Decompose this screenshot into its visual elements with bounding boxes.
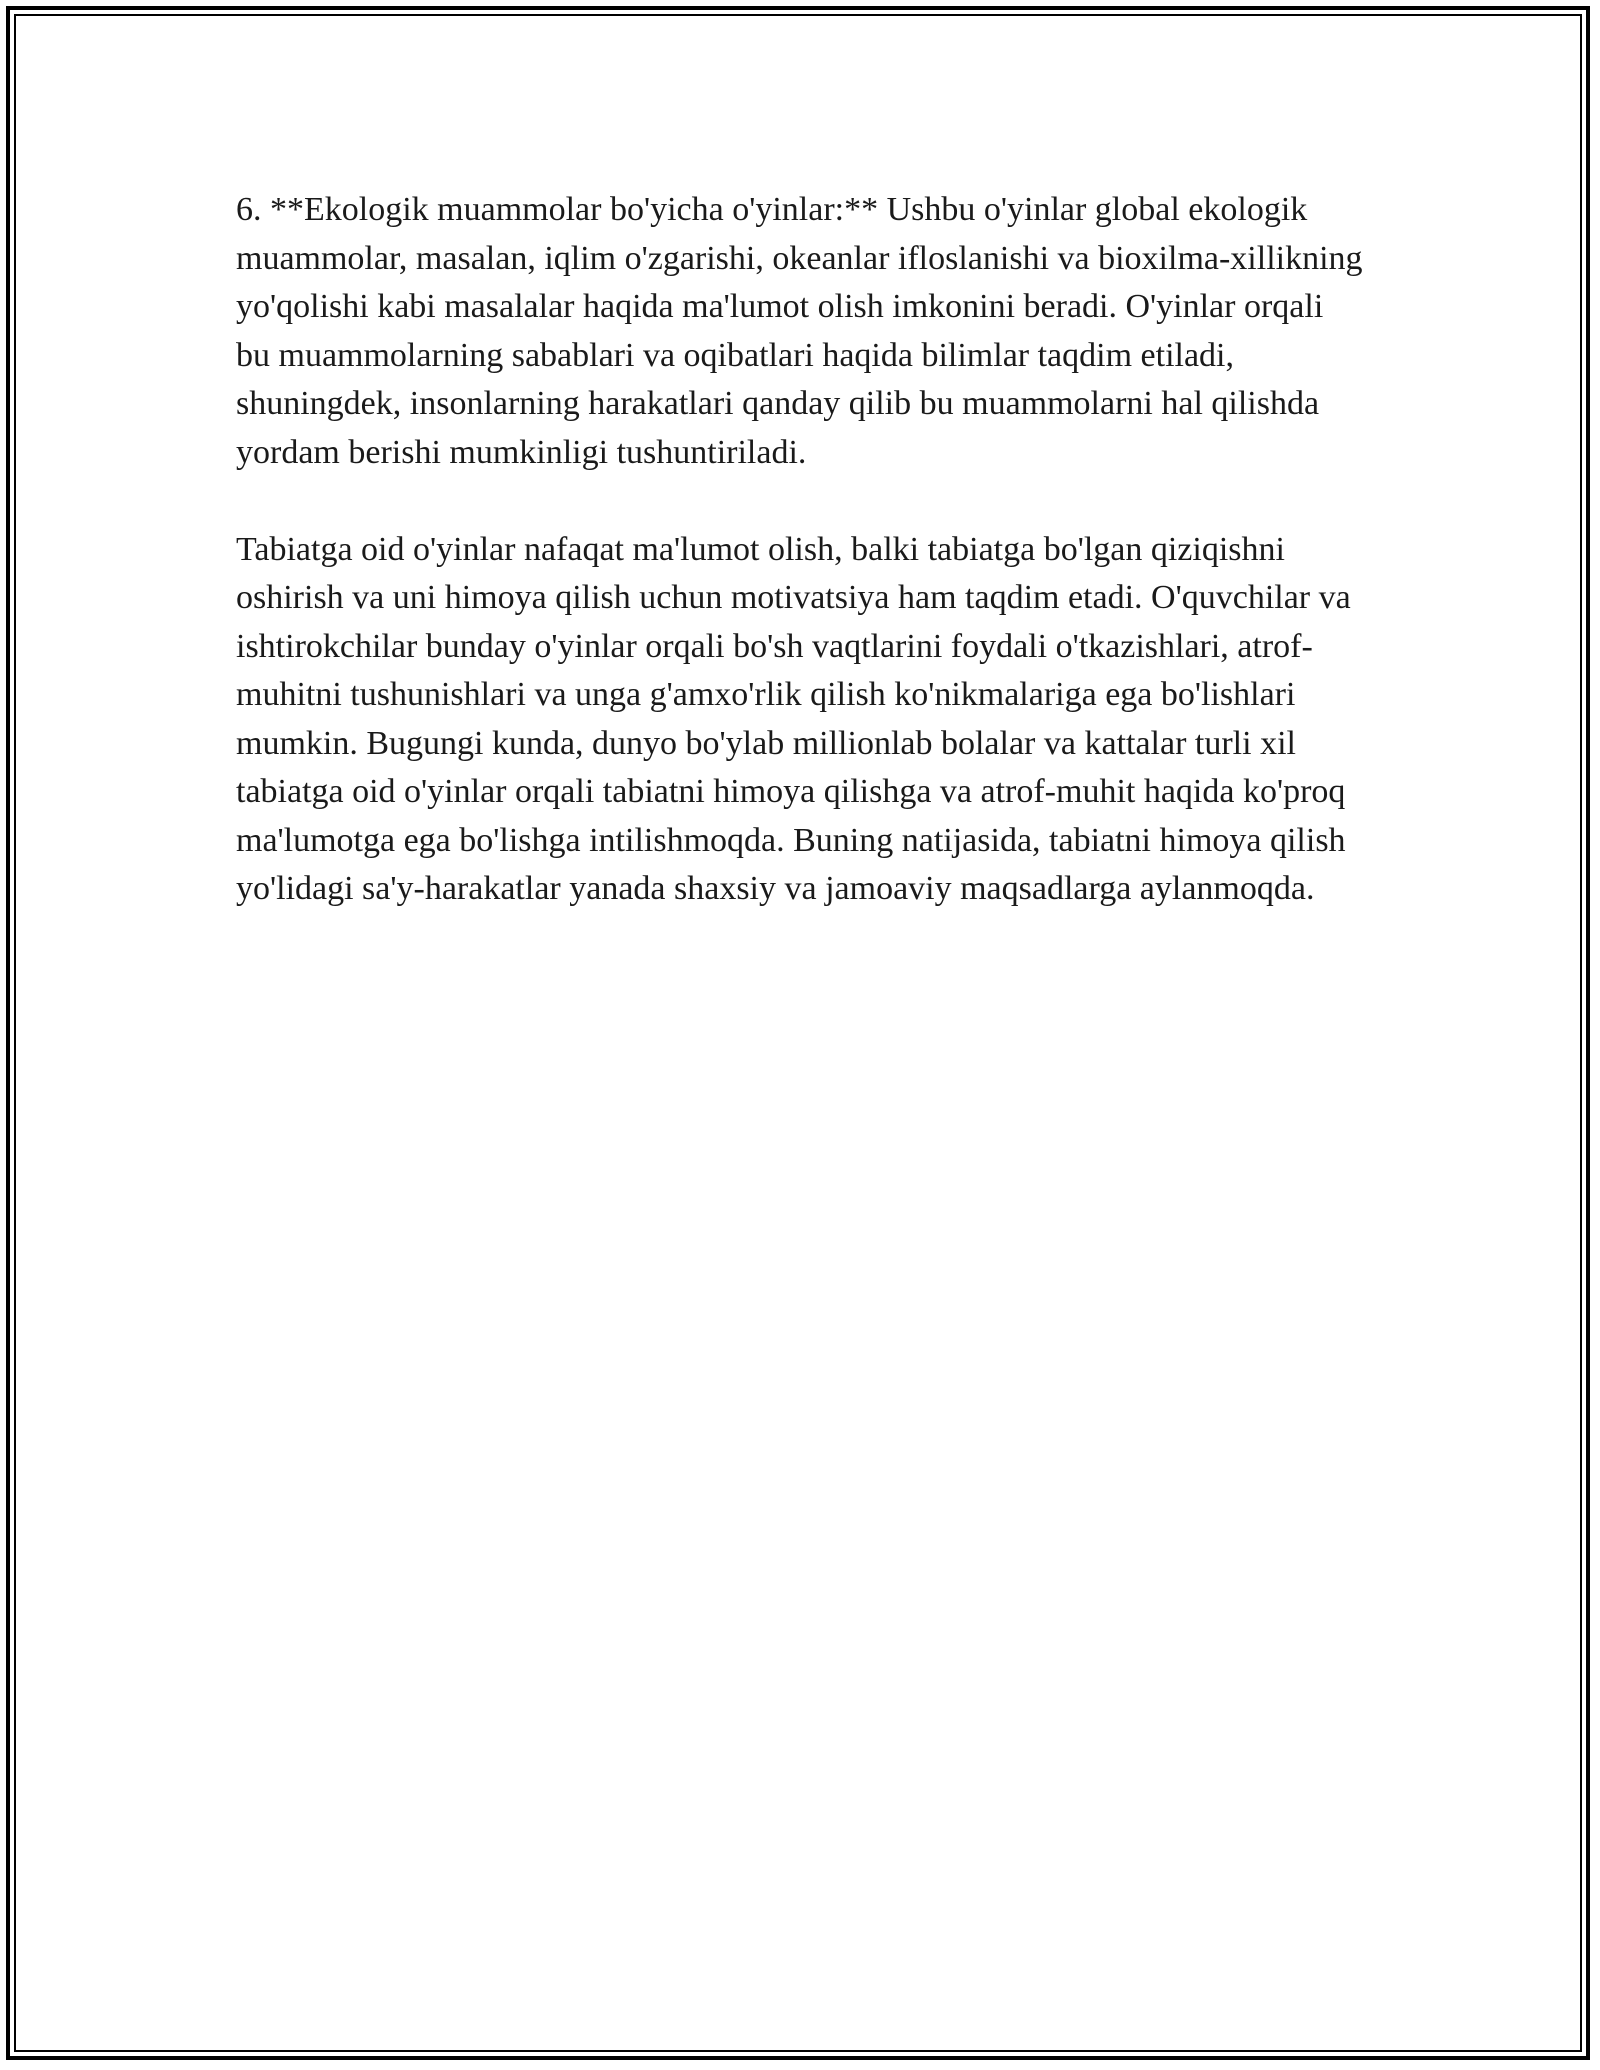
paragraph-ecological-games: 6. **Ekologik muammolar bo'yicha o'yinlar:** Ushbu o'yinlar global ekologik muammolar, masalan, iqlim o'zgarishi, okeanlar ifloslanishi va bioxilma-xillikning yo'qolishi kabi masalalar haqida ma'lumot olish imkonini beradi. O'yinlar orqali bu muammolarning sabablari va oqibatlari haqida bilimlar taqdim etiladi, shuningdek, insonlarning harakatlari qanday qilib bu muammolarni hal qilishda yordam berishi mumkinligi tushuntiriladi. <box>236 191 1363 471</box>
paragraph-nature-games-summary: Tabiatga oid o'yinlar nafaqat ma'lumot olish, balki tabiatga bo'lgan qiziqishni oshirish va uni himoya qilish uchun motivatsiya ham taqdim etadi. O'quvchilar va ishtirokchilar bunday o'yinlar orqali bo'sh vaqtlarini foydali o'tkazishlari, atrof-muhitni tushunishlari va unga g'amxo'rlik qilish ko'nikmalariga ega bo'lishlari mumkin. Bugungi kunda, dunyo bo'ylab millionlab bolalar va kattalar turli xil tabiatga oid o'yinlar orqali tabiatni himoya qilishga va atrof-muhit haqida ko'proq ma'lumotga ega bo'lishga intilishmoqda. Buning natijasida, tabiatni himoya qilish yo'lidagi sa'y-harakatlar yanada shaxsiy va jamoaviy maqsadlarga aylanmoqda. <box>236 530 1351 907</box>
document-body <box>236 186 1364 914</box>
